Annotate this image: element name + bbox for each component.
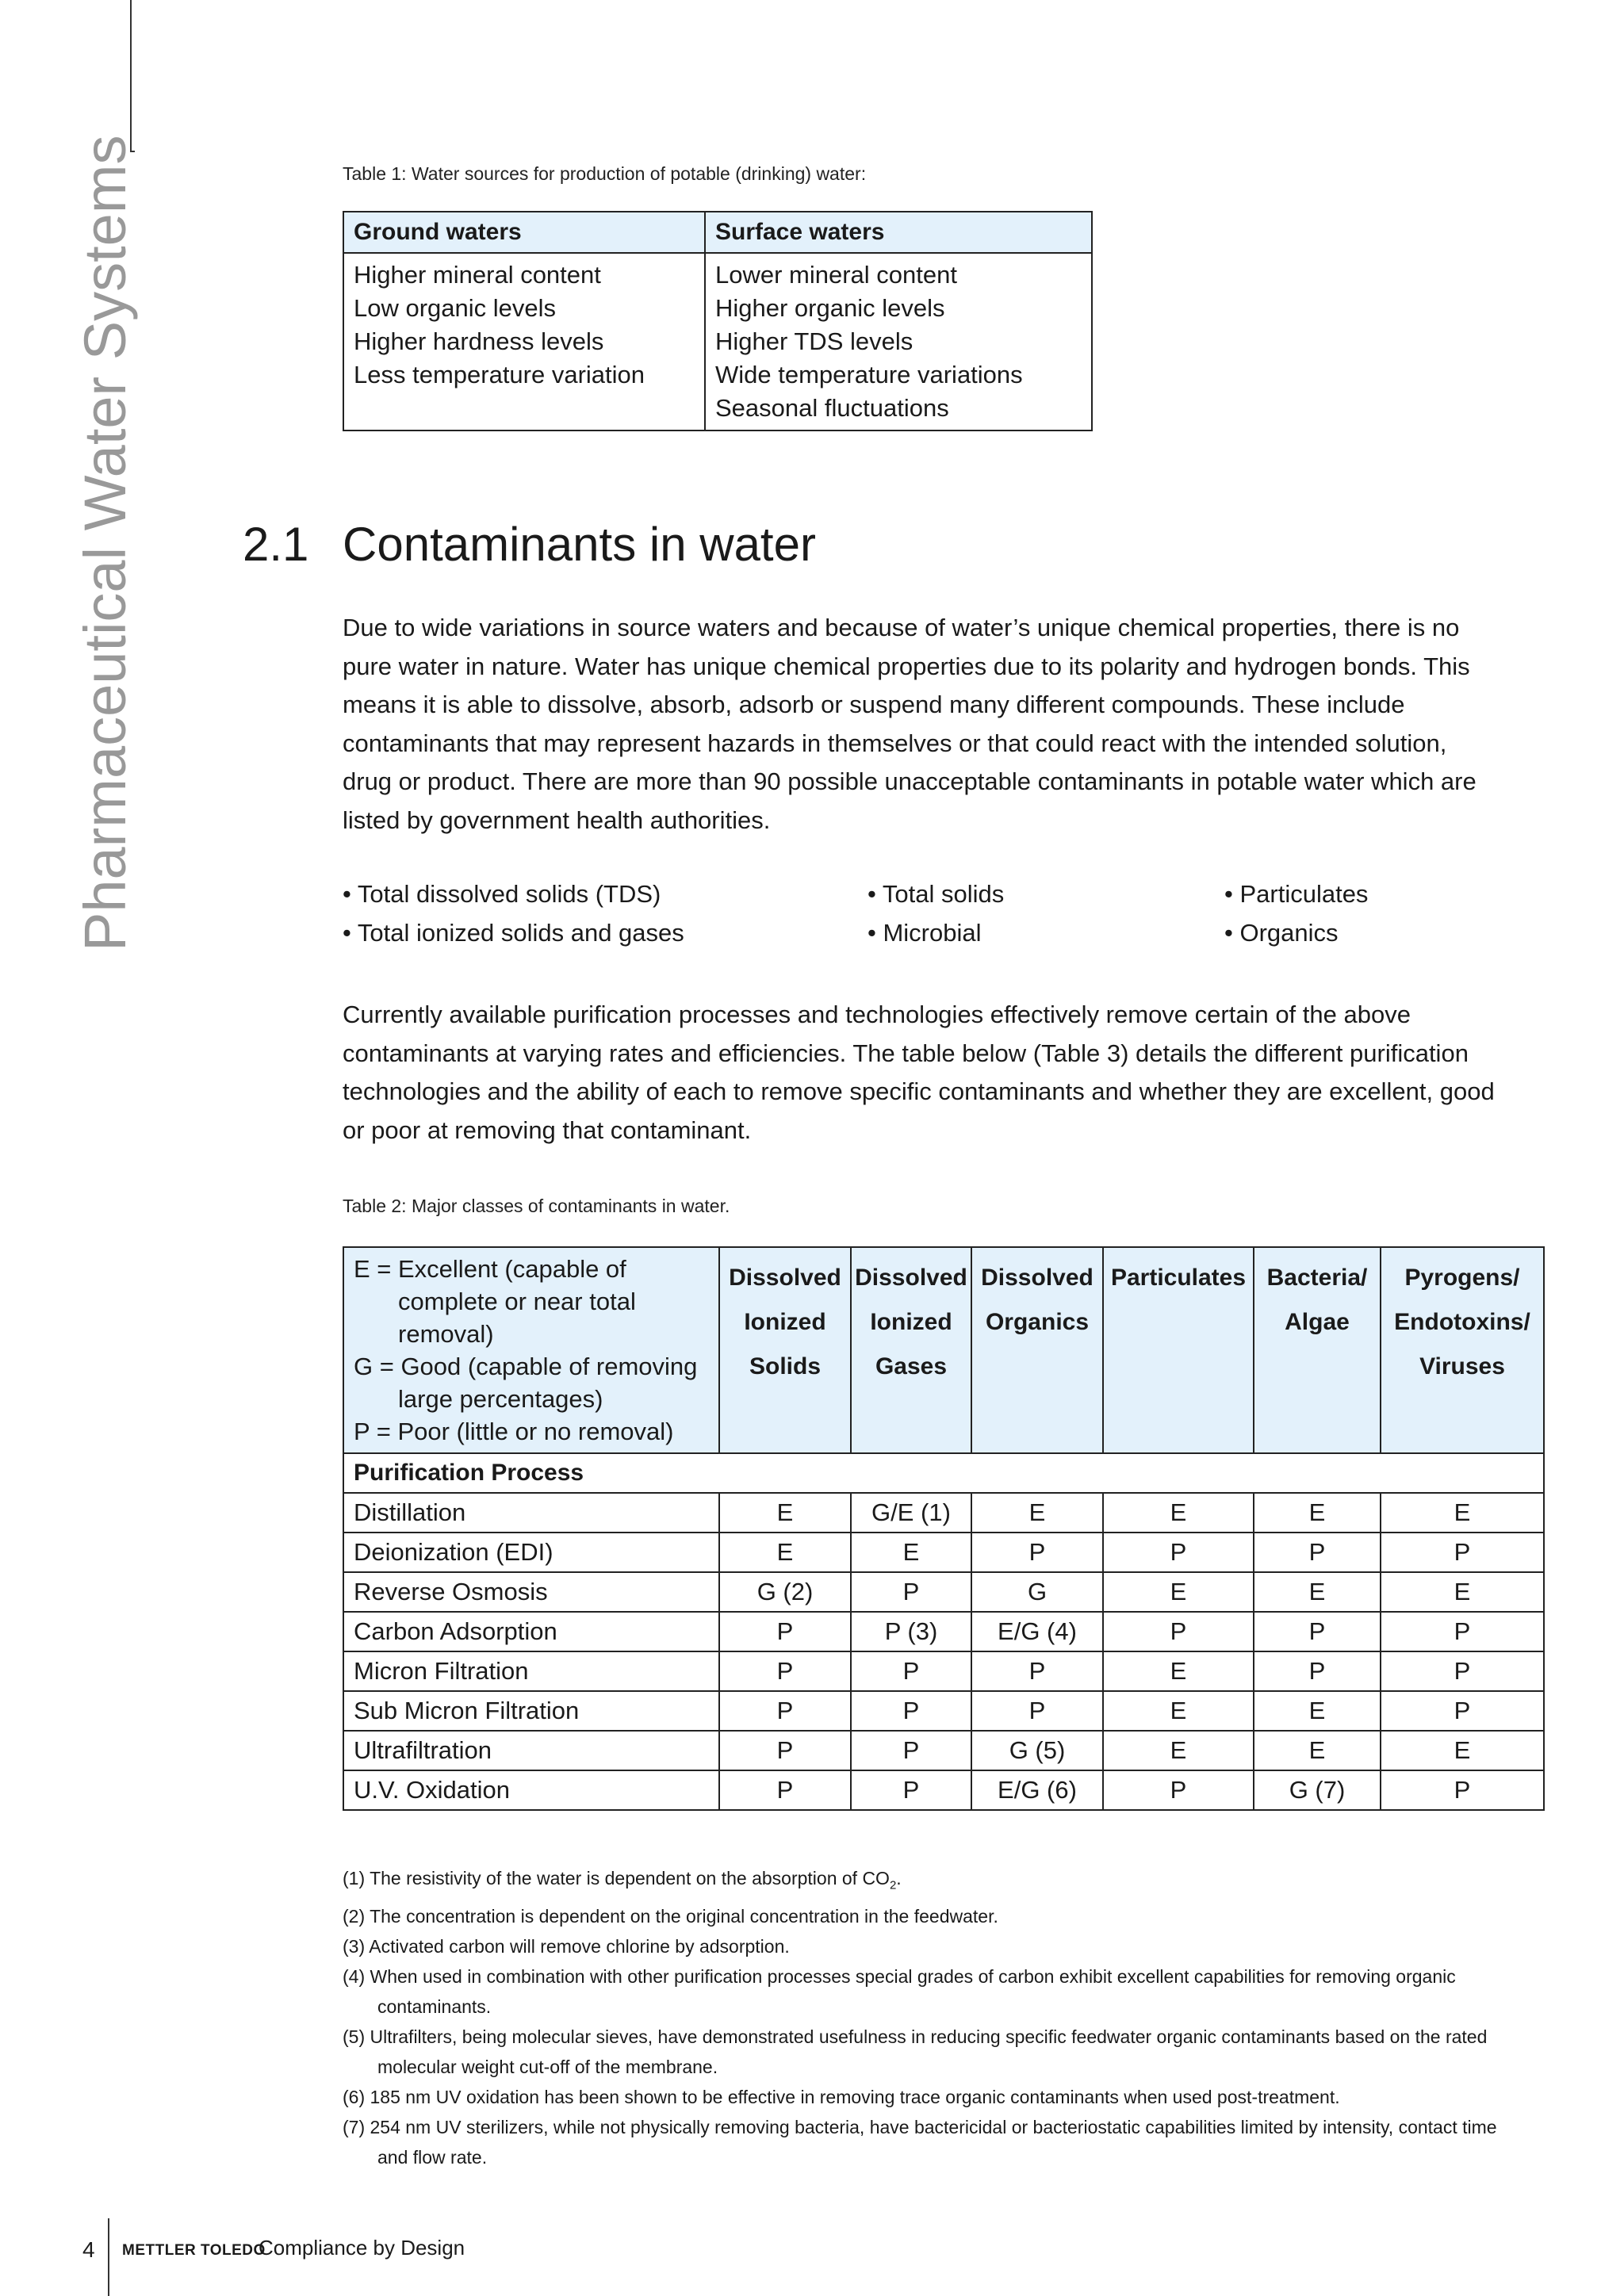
rating-cell: E [719, 1533, 851, 1572]
rating-cell: P [1254, 1612, 1381, 1651]
legend-line: complete or near total [398, 1288, 636, 1315]
side-rule [130, 0, 132, 152]
footer-tagline: Compliance by Design [259, 2236, 465, 2260]
bullet-item: • Total ionized solids and gases [343, 918, 684, 947]
column-header-line: Dissolved [855, 1265, 967, 1291]
bullet-row [343, 880, 1532, 919]
column-header-line: Dissolved [981, 1265, 1094, 1291]
rating-cell: E [1254, 1572, 1381, 1612]
rating-cell: P [719, 1612, 851, 1651]
rating-cell: G (7) [1254, 1770, 1381, 1810]
column-header-line: Bacteria/ [1266, 1265, 1368, 1291]
bullet-row [343, 919, 1532, 958]
bullet-item: • Total solids [868, 880, 1005, 908]
rating-cell: E [1254, 1731, 1381, 1770]
process-name: Carbon Adsorption [343, 1612, 719, 1651]
column-header-line: Dissolved [729, 1265, 841, 1291]
rating-cell: E [1381, 1493, 1544, 1533]
rating-cell: P [1381, 1533, 1544, 1572]
table-row [343, 1572, 1544, 1612]
rating-cell: P [851, 1572, 971, 1612]
footnote-text: (1) The resistivity of the water is dependent on the absorption of CO [343, 1868, 890, 1888]
section-title: Contaminants in water [343, 518, 816, 571]
table2-legend [343, 1247, 719, 1453]
section-number: 2.1 [243, 518, 309, 571]
rating-cell: E [1254, 1493, 1381, 1533]
table1-ground-cell [343, 253, 705, 430]
footnote: (3) Activated carbon will remove chlorine by adsorption. [343, 1935, 790, 1957]
table1-ground-item: Less temperature variation [354, 361, 645, 388]
rating-cell: P [851, 1651, 971, 1691]
table1-surface-cell [705, 253, 1092, 430]
column-header-line: Algae [1285, 1309, 1350, 1335]
brand-logo: METTLER TOLEDO [122, 2242, 266, 2259]
rating-cell: P [1381, 1651, 1544, 1691]
rating-cell: E [1103, 1493, 1254, 1533]
footnote-text: . [896, 1868, 902, 1888]
column-header-dissolved-ionized-gases [851, 1247, 971, 1453]
footnote [343, 1863, 1532, 1901]
table1-ground-item: Low organic levels [354, 294, 557, 322]
rating-cell: P [719, 1770, 851, 1810]
legend-line: E = Excellent (capable of [354, 1255, 626, 1283]
rating-cell: E [1381, 1731, 1544, 1770]
rating-cell: G [971, 1572, 1103, 1612]
purification-process-label: Purification Process [343, 1453, 1544, 1493]
rating-cell: P [719, 1731, 851, 1770]
table1-surface-item: Wide temperature variations [715, 361, 1023, 388]
rating-cell: E [971, 1493, 1103, 1533]
footnote: (2) The concentration is dependent on the original concentration in the feedwater. [343, 1905, 998, 1927]
column-header-line: Ionized [744, 1309, 826, 1335]
rating-cell: E [719, 1493, 851, 1533]
table2-contaminant-removal [343, 1246, 1545, 1811]
paragraph-purification: Currently available purification processes and technologies effectively remove certain of the above contaminants at varying rates and efficiencies. The table below (Table 3) details the different purification technologies and the ability of each to remove specific contaminants and whether they are excellent, good or poor at removing that contaminant. [343, 1001, 1495, 1144]
table-row [343, 1691, 1544, 1731]
table1-ground-item: Higher hardness levels [354, 327, 604, 355]
paragraph-contaminants: Due to wide variations in source waters and because of water’s unique chemical properties, there is no pure water in nature. Water has unique chemical properties due to its polarity and hydrogen bonds. This means it is able to dissolve, absorb, adsorb or suspend many different compounds. These include contaminants that may represent hazards in themselves or that could react with the intended solution, drug or product. There are more than 90 possible unacceptable contaminants in potable water which are listed by government health authorities. [343, 614, 1477, 834]
rating-cell: P [1381, 1612, 1544, 1651]
column-header-line: Organics [985, 1309, 1090, 1335]
rating-cell: P [1103, 1533, 1254, 1572]
footnote: (4) When used in combination with other purification processes special grades of carbon exhibit excellent capabilities for removing organic contaminants. [343, 1965, 1456, 2017]
bullet-item: • Organics [1224, 918, 1339, 947]
rating-cell: E/G (4) [971, 1612, 1103, 1651]
column-header-pyrogens-endotoxins-viruses [1381, 1247, 1544, 1453]
rating-cell: P [971, 1691, 1103, 1731]
rating-cell: P [1103, 1770, 1254, 1810]
table-row [343, 1731, 1544, 1770]
table-row [343, 1612, 1544, 1651]
table1-header-surface: Surface waters [705, 212, 1092, 253]
process-name: Sub Micron Filtration [343, 1691, 719, 1731]
table-row [343, 1651, 1544, 1691]
table1-surface-item: Higher organic levels [715, 294, 945, 322]
rating-cell: G (5) [971, 1731, 1103, 1770]
table1-ground-item: Higher mineral content [354, 261, 601, 289]
rating-cell: E/G (6) [971, 1770, 1103, 1810]
footnote: (7) 254 nm UV sterilizers, while not physically removing bacteria, have bactericidal or bacteriostatic capabilities limited by intensity, contact time and flow rate. [343, 2116, 1497, 2168]
rating-cell: P (3) [851, 1612, 971, 1651]
table-row [343, 1770, 1544, 1810]
rating-cell: P [1103, 1612, 1254, 1651]
column-header-dissolved-ionized-solids [719, 1247, 851, 1453]
rating-cell: P [851, 1770, 971, 1810]
rating-cell: P [1254, 1651, 1381, 1691]
side-title: Pharmaceutical Water Systems [72, 135, 138, 951]
table1-water-sources [343, 211, 1093, 431]
rating-cell: P [971, 1533, 1103, 1572]
column-header-line: Particulates [1110, 1265, 1247, 1291]
rating-cell: P [971, 1651, 1103, 1691]
contaminant-bullet-list [343, 880, 1532, 957]
column-header-line: Viruses [1419, 1353, 1505, 1380]
table-row [343, 1533, 1544, 1572]
rating-cell: E [1103, 1731, 1254, 1770]
table1-header-ground: Ground waters [343, 212, 705, 253]
legend-line: P = Poor (little or no removal) [354, 1418, 674, 1445]
rating-cell: P [719, 1691, 851, 1731]
process-name: Ultrafiltration [343, 1731, 719, 1770]
column-header-dissolved-organics [971, 1247, 1103, 1453]
process-name: Micron Filtration [343, 1651, 719, 1691]
rating-cell: E [1103, 1691, 1254, 1731]
rating-cell: G (2) [719, 1572, 851, 1612]
column-header-line: Ionized [870, 1309, 952, 1335]
table1-surface-item: Seasonal fluctuations [715, 394, 949, 422]
rating-cell: P [1381, 1691, 1544, 1731]
bullet-item: • Particulates [1224, 880, 1369, 908]
rating-cell: G/E (1) [851, 1493, 971, 1533]
process-name: U.V. Oxidation [343, 1770, 719, 1810]
bullet-item: • Total dissolved solids (TDS) [343, 880, 661, 908]
rating-cell: E [1254, 1691, 1381, 1731]
column-header-line: Gases [875, 1353, 948, 1380]
table1-surface-item: Lower mineral content [715, 261, 957, 289]
rating-cell: E [1381, 1572, 1544, 1612]
column-header-particulates [1103, 1247, 1254, 1453]
process-name: Reverse Osmosis [343, 1572, 719, 1612]
column-header-line: Pyrogens/ [1404, 1265, 1520, 1291]
footnotes [343, 1863, 1532, 2172]
rating-cell: P [851, 1691, 971, 1731]
rating-cell: E [851, 1533, 971, 1572]
rating-cell: P [719, 1651, 851, 1691]
rating-cell: E [1103, 1651, 1254, 1691]
column-header-bacteria-algae [1254, 1247, 1381, 1453]
table1-surface-item: Higher TDS levels [715, 327, 914, 355]
rating-cell: P [1381, 1770, 1544, 1810]
footnote-subscript: 2 [889, 1878, 897, 1892]
legend-line: large percentages) [398, 1385, 603, 1413]
table1-caption: Table 1: Water sources for production of potable (drinking) water: [343, 163, 867, 184]
footer-rule [108, 2218, 109, 2296]
column-header-line: Solids [749, 1353, 821, 1380]
table-row [343, 1493, 1544, 1533]
rating-cell: P [851, 1731, 971, 1770]
footnote: (5) Ultrafilters, being molecular sieves, have demonstrated usefulness in reducing specific feedwater organic contaminants based on the rated molecular weight cut-off of the membrane. [343, 2026, 1488, 2077]
footnote: (6) 185 nm UV oxidation has been shown to be effective in removing trace organic contaminants when used post-treatment. [343, 2086, 1340, 2107]
bullet-item: • Microbial [868, 918, 982, 947]
column-header-line: Endotoxins/ [1394, 1309, 1530, 1335]
process-name: Deionization (EDI) [343, 1533, 719, 1572]
rating-cell: P [1254, 1533, 1381, 1572]
page-number: 4 [82, 2237, 95, 2262]
table2-caption: Table 2: Major classes of contaminants in water. [343, 1196, 730, 1216]
legend-line: G = Good (capable of removing [354, 1353, 698, 1380]
rating-cell: E [1103, 1572, 1254, 1612]
process-name: Distillation [343, 1493, 719, 1533]
legend-line: removal) [398, 1320, 494, 1348]
